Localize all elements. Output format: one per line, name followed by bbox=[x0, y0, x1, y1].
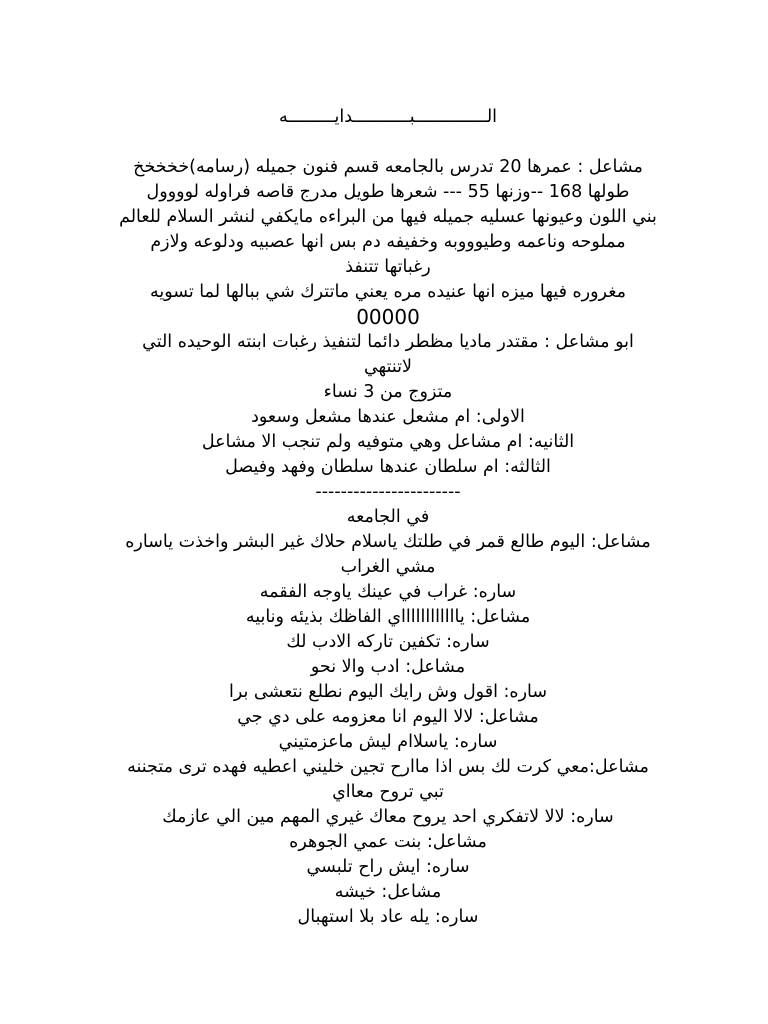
text-line: مملوحه وناعمه وطيوووبه وخفيفه دم بس انها عصبيه ودلوعه ولازم bbox=[150, 232, 626, 252]
text-line: ساره: ياسلاام ليش ماعزمتيني bbox=[278, 732, 498, 752]
text-line: مشاعل: اليوم طالع قمر في طلتك ياسلام حلاك غير البشر واخذت ياساره bbox=[125, 532, 651, 552]
text-line: ساره: غراب في عينك ياوجه الفقمه bbox=[259, 582, 517, 602]
text-line: مشاعل: بنت عمي الجوهره bbox=[289, 832, 487, 852]
section-heading: في الجامعه bbox=[346, 507, 430, 527]
text-line: لاتنتهي bbox=[363, 357, 413, 377]
text-line: مشاعل: خيشه bbox=[334, 882, 442, 902]
text-line: تبي تروح معااي bbox=[332, 782, 444, 802]
text-line: متزوج من 3 نساء bbox=[323, 382, 453, 402]
text-line: ساره: اقول وش رايك اليوم نطلع نتعشى برا bbox=[228, 682, 548, 702]
text-line: طولها 168 --وزنها 55 --- شعرها طويل مدرج قاصه فراوله لوووول bbox=[146, 182, 630, 202]
text-line: الاولى: ام مشعل عندها مشعل وسعود bbox=[251, 407, 525, 427]
document-page bbox=[100, 105, 676, 930]
text-line: ساره: لالا لاتفكري احد يروح معاك غيري المهم مين الي عازمك bbox=[162, 807, 614, 827]
separator-line: ----------------------- bbox=[315, 482, 461, 502]
text-line: مغروره فيها ميزه انها عنيده مره يعني ماتترك شي ببالها لما تسويه bbox=[149, 282, 627, 302]
text-line: الثالثه: ام سلطان عندها سلطان وفهد وفيصل bbox=[225, 457, 551, 477]
text-line: ساره: تكفين تاركه الادب لك bbox=[286, 632, 490, 652]
text-line: مشاعل:معي كرت لك بس اذا ماارح تجين خليني اعطيه فهده ترى متجننه bbox=[127, 757, 649, 777]
text-line: مشاعل: لالا اليوم انا معزومه على دي جي bbox=[237, 707, 539, 727]
text-line: ساره: يله عاد بلا استهبال bbox=[297, 907, 479, 927]
text-line: رغباتها تتنفذ bbox=[345, 257, 431, 277]
text-line: 00000 bbox=[356, 305, 420, 329]
text-line: ساره: ايش راح تلبسي bbox=[306, 857, 470, 877]
text-line: الثانيه: ام مشاعل وهي متوفيه ولم تنجب الا مشاعل bbox=[201, 432, 575, 452]
text-line: مشاعل: ادب والا نحو bbox=[310, 657, 466, 677]
text-line: مشاعل: يااااااااااااي الفاظك بذيئه ونابيه bbox=[245, 607, 531, 627]
text-line: ابو مشاعل : مقتدر ماديا مظطر دائما لتنفيذ رغبات ابنته الوحيده التي bbox=[142, 332, 634, 352]
document-title: الــــــــــــــبـــــــــــدايـــــــــه bbox=[278, 107, 498, 127]
text-line: مشاعل : عمرها 20 تدرس بالجامعه قسم فنون جميله (رسامه)خخخخخ bbox=[133, 157, 643, 177]
text-line: بني اللون وعيونها عسليه جميله فيها من البراءه مايكفي لنشر السلام للعالم bbox=[119, 207, 657, 227]
text-line: مشي الغراب bbox=[340, 557, 436, 577]
